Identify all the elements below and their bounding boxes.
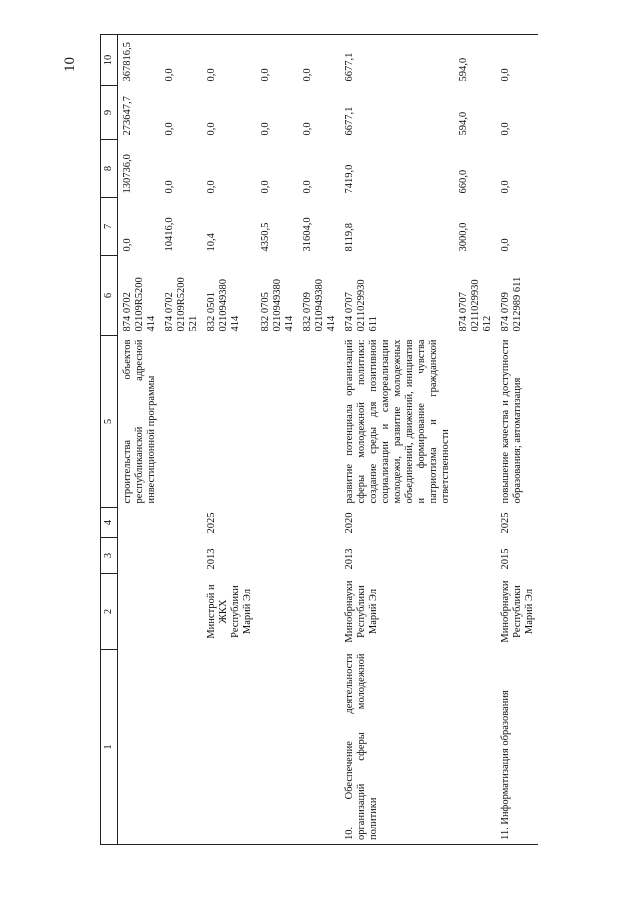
column-header-7: 7 xyxy=(101,198,118,256)
value-col10-cell: 0,0 xyxy=(202,35,256,86)
table-row xyxy=(160,35,202,845)
start-year-cell: 2013 xyxy=(206,548,217,570)
value-col8-cell: 0,0 xyxy=(260,180,271,194)
column-header-9: 9 xyxy=(101,86,118,140)
value-col8-cell: 0,0 xyxy=(164,180,175,194)
expected-result-cell: строительства объектов республиканской адресной инвестиционной программы xyxy=(122,339,157,504)
executor-cell xyxy=(298,574,340,650)
table-row xyxy=(496,35,538,845)
table-row xyxy=(256,35,298,845)
value-col7-cell: 4350,5 xyxy=(260,222,271,252)
value-col9-cell: 594,0 xyxy=(458,111,469,136)
expected-result-cell: повышение качества и доступности образования; автоматизация xyxy=(500,339,523,504)
start-year-cell xyxy=(160,538,202,574)
table-row xyxy=(340,35,454,845)
value-col8-cell: 0,0 xyxy=(500,180,511,194)
activity-name-cell xyxy=(202,650,256,845)
activity-name-cell xyxy=(160,650,202,845)
column-header-4: 4 xyxy=(101,508,118,538)
column-header-2: 2 xyxy=(101,574,118,650)
value-col10-cell: 0,0 xyxy=(160,35,202,86)
start-year-cell xyxy=(118,538,161,574)
value-col10-cell: 6677,1 xyxy=(340,35,454,86)
budget-table-rotated-container xyxy=(100,35,570,845)
value-col7-cell: 10416,0 xyxy=(164,217,175,252)
value-col8-cell: 660,0 xyxy=(458,169,469,194)
end-year-cell: 2025 xyxy=(206,512,217,534)
table-body xyxy=(118,35,539,845)
start-year-cell xyxy=(298,538,340,574)
budget-code-cell: 874 0707 0211029930 612 xyxy=(458,279,493,332)
activity-name-cell xyxy=(454,650,496,845)
end-year-cell: 2025 xyxy=(500,512,511,534)
value-col7-cell: 0,0 xyxy=(122,238,133,252)
value-col8-cell: 0,0 xyxy=(206,180,217,194)
activity-name-cell: 11. Информатизация образования xyxy=(496,650,538,845)
value-col9-cell: 0,0 xyxy=(260,122,271,136)
expected-result-cell xyxy=(202,336,256,508)
column-header-3: 3 xyxy=(101,538,118,574)
activity-name-cell xyxy=(118,650,161,845)
budget-code-cell: 874 0709 0212989 611 xyxy=(500,276,523,332)
start-year-cell xyxy=(256,538,298,574)
budget-table xyxy=(100,34,538,845)
activity-name-cell: 10. Обеспечение деятельности организаций сферы молодежной политики xyxy=(340,650,454,845)
end-year-cell xyxy=(298,508,340,538)
expected-result-cell xyxy=(160,336,202,508)
value-col9-cell: 0,0 xyxy=(164,122,175,136)
value-col9-cell: 0,0 xyxy=(302,122,313,136)
end-year-cell xyxy=(160,508,202,538)
executor-cell: Минобрнауки Республики Марий Эл xyxy=(344,580,379,643)
activity-name-cell xyxy=(298,650,340,845)
value-col7-cell: 10,4 xyxy=(206,233,217,252)
column-header-8: 8 xyxy=(101,140,118,198)
column-header-10: 10 xyxy=(101,35,118,86)
executor-cell: Минстрой и ЖКХ Республики Марий Эл xyxy=(206,584,253,639)
budget-code-cell: 832 0709 0210949380 414 xyxy=(302,279,337,332)
table-row xyxy=(454,35,496,845)
executor-cell: Минобрнауки Республики Марий Эл xyxy=(500,580,535,643)
end-year-cell xyxy=(256,508,298,538)
end-year-cell: 2020 xyxy=(344,512,355,534)
column-header-1: 1 xyxy=(101,650,118,845)
column-header-5: 5 xyxy=(101,336,118,508)
table-row xyxy=(298,35,340,845)
end-year-cell xyxy=(454,508,496,538)
value-col7-cell: 3000,0 xyxy=(458,222,469,252)
column-number-header-row xyxy=(101,35,118,845)
value-col9-cell: 273647,7 xyxy=(122,96,133,136)
budget-code-cell: 874 0702 02109R5200 414 xyxy=(122,277,157,332)
value-col7-cell: 0,0 xyxy=(500,238,511,252)
end-year-cell xyxy=(118,508,161,538)
table-row xyxy=(202,35,256,845)
expected-result-cell xyxy=(256,336,298,508)
table-row xyxy=(118,35,161,845)
value-col8-cell: 7419,0 xyxy=(344,164,355,194)
value-col8-cell: 0,0 xyxy=(302,180,313,194)
value-col10-cell: 0,0 xyxy=(298,35,340,86)
value-col9-cell: 0,0 xyxy=(500,122,511,136)
executor-cell xyxy=(160,574,202,650)
start-year-cell: 2013 xyxy=(344,548,355,570)
value-col9-cell: 6677,1 xyxy=(344,106,355,136)
expected-result-cell xyxy=(454,336,496,508)
start-year-cell: 2015 xyxy=(500,548,511,570)
executor-cell xyxy=(454,574,496,650)
value-col10-cell: 0,0 xyxy=(256,35,298,86)
value-col9-cell: 0,0 xyxy=(206,122,217,136)
budget-code-cell: 874 0702 02109R5200 521 xyxy=(164,277,199,332)
column-header-6: 6 xyxy=(101,256,118,336)
executor-cell xyxy=(118,574,161,650)
activity-name-cell xyxy=(256,650,298,845)
value-col8-cell: 130736,0 xyxy=(122,154,133,194)
budget-code-cell: 832 0501 0210949380 414 xyxy=(206,279,241,332)
value-col7-cell: 8119,8 xyxy=(344,223,355,252)
budget-code-cell: 874 0707 0211029930 611 xyxy=(344,279,379,332)
value-col10-cell: 594,0 xyxy=(454,35,496,86)
start-year-cell xyxy=(454,538,496,574)
budget-code-cell: 832 0705 0210949380 414 xyxy=(260,279,295,332)
page-number: 10 xyxy=(62,57,78,72)
value-col7-cell: 31604,0 xyxy=(302,217,313,252)
expected-result-cell: развитие потенциала организаций сферы молодежной политики: создание среды для позитивной социализации и самореализации молодежи, развитие молодежных объединений, движений, инициатив и формирование чувства патриотизма и гражданской ответственности xyxy=(344,339,451,504)
executor-cell xyxy=(256,574,298,650)
expected-result-cell xyxy=(298,336,340,508)
value-col10-cell: 0,0 xyxy=(496,35,538,86)
value-col10-cell: 367816,5 xyxy=(118,35,161,86)
